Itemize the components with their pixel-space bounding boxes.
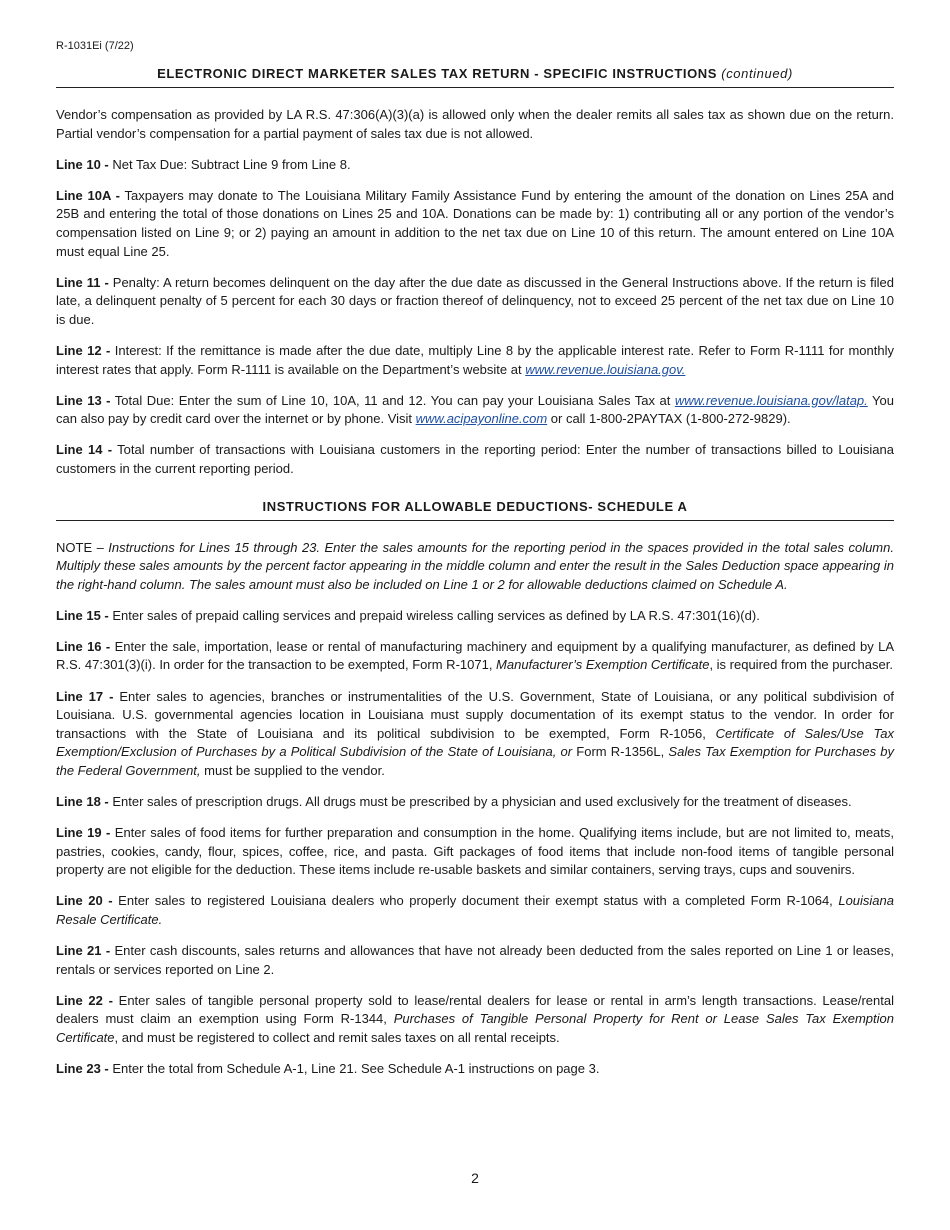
line-text: Net Tax Due: Subtract Line 9 from Line 8. — [108, 156, 351, 172]
intro-paragraph: Vendor’s compensation as provided by LA R.S. 47:306(A)(3)(a) is allowed only when the dealer remits all sales tax as shown due on the return. Partial vendor’s compensation for a partial payment of sales tax due is not allowed. — [56, 107, 894, 141]
line-label: Line 10A - — [56, 187, 120, 203]
note-label: NOTE – — [56, 539, 109, 555]
line-label: Line 16 - — [56, 638, 111, 654]
line-10-instruction — [56, 156, 894, 175]
line-23-instruction — [56, 1060, 894, 1079]
line-text: Enter sales of prepaid calling services and prepaid wireless calling services as defined by LA R.S. 47:301(16)(d). — [108, 607, 760, 623]
line-text: Form R-1356L, — [572, 744, 669, 760]
line-19-instruction — [56, 824, 894, 880]
page-title — [56, 66, 894, 88]
line-label: Line 19 - — [56, 825, 111, 841]
line-label: Line 20 - — [56, 893, 113, 909]
form-name: Purchases of Tangible Personal Property for Rent or Lease Sales Tax Exemption Certificate — [56, 1011, 894, 1045]
schedule-a-title: INSTRUCTIONS FOR ALLOWABLE DEDUCTIONS- SCHEDULE A — [56, 499, 894, 521]
form-name: Manufacturer’s Exemption Certificate — [496, 657, 710, 673]
line-text: Penalty: A return becomes delinquent on the day after the due date as discussed in the General Instructions above. If the return is filed late, a delinquent penalty of 5 percent for each 30 days or fraction thereof of delinquency, not to exceed 25 percent of the net tax due on Line 10 is due. — [56, 274, 894, 327]
line-label: Line 18 - — [56, 794, 109, 810]
line-text: Enter the total from Schedule A-1, Line 21. See Schedule A-1 instructions on page 3. — [108, 1061, 600, 1077]
line-text: Enter sales to registered Louisiana dealers who properly document their exempt status with a completed Form R-1064, — [112, 893, 839, 909]
page-title-suffix: (continued) — [721, 66, 793, 81]
form-name: Certificate of Sales/Use Tax Exemption/Exclusion of Purchases by a Political Subdivision of the State of Louisiana, or — [56, 725, 894, 760]
line-12-instruction — [56, 342, 894, 379]
line-label: Line 12 - — [56, 342, 111, 358]
line-label: Line 22 - — [56, 992, 113, 1008]
line-15-instruction — [56, 607, 894, 626]
line-label: Line 13 - — [56, 392, 111, 408]
page-title-text: ELECTRONIC DIRECT MARKETER SALES TAX RETURN - SPECIFIC INSTRUCTIONS — [157, 66, 718, 81]
line-20-instruction — [56, 892, 894, 929]
line-21-instruction — [56, 942, 894, 979]
line-text: or call 1-800-2PAYTAX (1-800-272-9829). — [547, 411, 791, 427]
line-text: Total number of transactions with Louisiana customers in the reporting period: Enter the number of transactions billed to Louisiana customers in the current reporting period. — [56, 442, 894, 476]
line-18-instruction — [56, 793, 894, 812]
line-label: Line 14 - — [56, 442, 113, 458]
line-13-instruction — [56, 392, 894, 429]
document-page — [56, 40, 894, 1091]
line-text: Interest: If the remittance is made after the due date, multiply Line 8 by the applicable interest rate. Refer to Form R-1111 for monthly interest rates that apply. Form R-1111 is available on the Department’s website at — [56, 342, 894, 377]
line-label: Line 11 - — [56, 274, 109, 290]
line-label: Line 23 - — [56, 1061, 109, 1077]
revenue-website-link[interactable]: www.revenue.louisiana.gov. — [525, 361, 686, 377]
line-text: Taxpayers may donate to The Louisiana Military Family Assistance Fund by entering the amount of the donation on Lines 25A and 25B and entering the total of those donations on Lines 25 and 10A. Donations can be made by: 1) contributing all or any portion of the vendor’s compensation listed on Line 9; or 2) paying an amount in addition to the net tax due on Line 10 of this return. The amount entered on Line 10A must equal Line 25. — [56, 187, 894, 259]
acipayonline-link[interactable]: www.acipayonline.com — [415, 411, 548, 427]
latap-link[interactable]: www.revenue.louisiana.gov/latap. — [674, 392, 868, 408]
form-id: R-1031Ei (7/22) — [56, 40, 134, 52]
line-text: Enter sales of food items for further preparation and consumption in the home. Qualifying items include, but are not limited to, meats, pastries, cookies, candy, flour, spices, coffee, rice, and pasta. Gift packages of food items that include non-food items of tangible personal property are not eligible for the deduction. These items include re-usable baskets and similar containers, serving trays, cups and souvenirs. — [56, 825, 895, 878]
line-text: Enter the sale, importation, lease or rental of manufacturing machinery and equipment by a qualifying manufacturer, as defined by LA R.S. 47:301(3)(i). In order for the transaction to be exempted, Form R-1071, — [56, 638, 894, 673]
line-text: Enter sales of prescription drugs. All drugs must be prescribed by a physician and used exclusively for the treatment of diseases. — [108, 794, 852, 810]
line-label: Line 21 - — [56, 943, 111, 959]
line-text: You can also pay by credit card over the internet or by phone. Visit — [56, 392, 894, 427]
line-text: , is required from the purchaser. — [709, 657, 893, 673]
line-16-instruction — [56, 638, 894, 675]
line-label: Line 10 - — [56, 156, 109, 172]
line-text: Enter sales of tangible personal property sold to lease/rental dealers for lease or rental in arm’s length transactions. Lease/rental dealers must claim an exemption using Form R-1344, — [56, 992, 894, 1027]
line-11-instruction — [56, 274, 894, 330]
line-label: Line 15 - — [56, 607, 109, 623]
line-text: must be supplied to the vendor. — [200, 762, 385, 778]
line-17-instruction — [56, 688, 894, 781]
note-text: Instructions for Lines 15 through 23. Enter the sales amounts for the reporting period in the spaces provided in the total sales column. Multiply these sales amounts by the percent factor appearing in the middle column and enter the result in the Sales Deduction space appearing in the right-hand column. The sales amount must also be included on Line 1 or 2 for allowable deductions claimed on Schedule A. — [56, 539, 894, 592]
line-label: Line 17 - — [56, 688, 114, 704]
line-text: Enter cash discounts, sales returns and allowances that have not already been deducted from the sales reported on Line 1 or leases, rentals or services reported on Line 2. — [56, 943, 894, 977]
line-text: Enter sales to agencies, branches or instrumentalities of the U.S. Government, State of Louisiana, or any political subdivision of Louisiana. U.S. governmental agencies location in Louisiana must supply documentation of its exempt status to the vendor. In order for transactions with the State of Louisiana and its political subdivision to be exempted, Form R-1056, — [56, 688, 894, 741]
page-number: 2 — [471, 1170, 479, 1186]
line-text: , and must be registered to collect and remit sales taxes on all rental receipts. — [114, 1029, 560, 1045]
note-paragraph — [56, 539, 894, 595]
line-text: Total Due: Enter the sum of Line 10, 10A, 11 and 12. You can pay your Louisiana Sales Tax at — [110, 392, 675, 408]
line-22-instruction — [56, 992, 894, 1048]
form-name: Louisiana Resale Certificate. — [56, 893, 894, 927]
form-name: Sales Tax Exemption for Purchases by the Federal Government, — [56, 744, 894, 778]
line-10a-instruction — [56, 187, 894, 261]
line-14-instruction — [56, 441, 894, 478]
